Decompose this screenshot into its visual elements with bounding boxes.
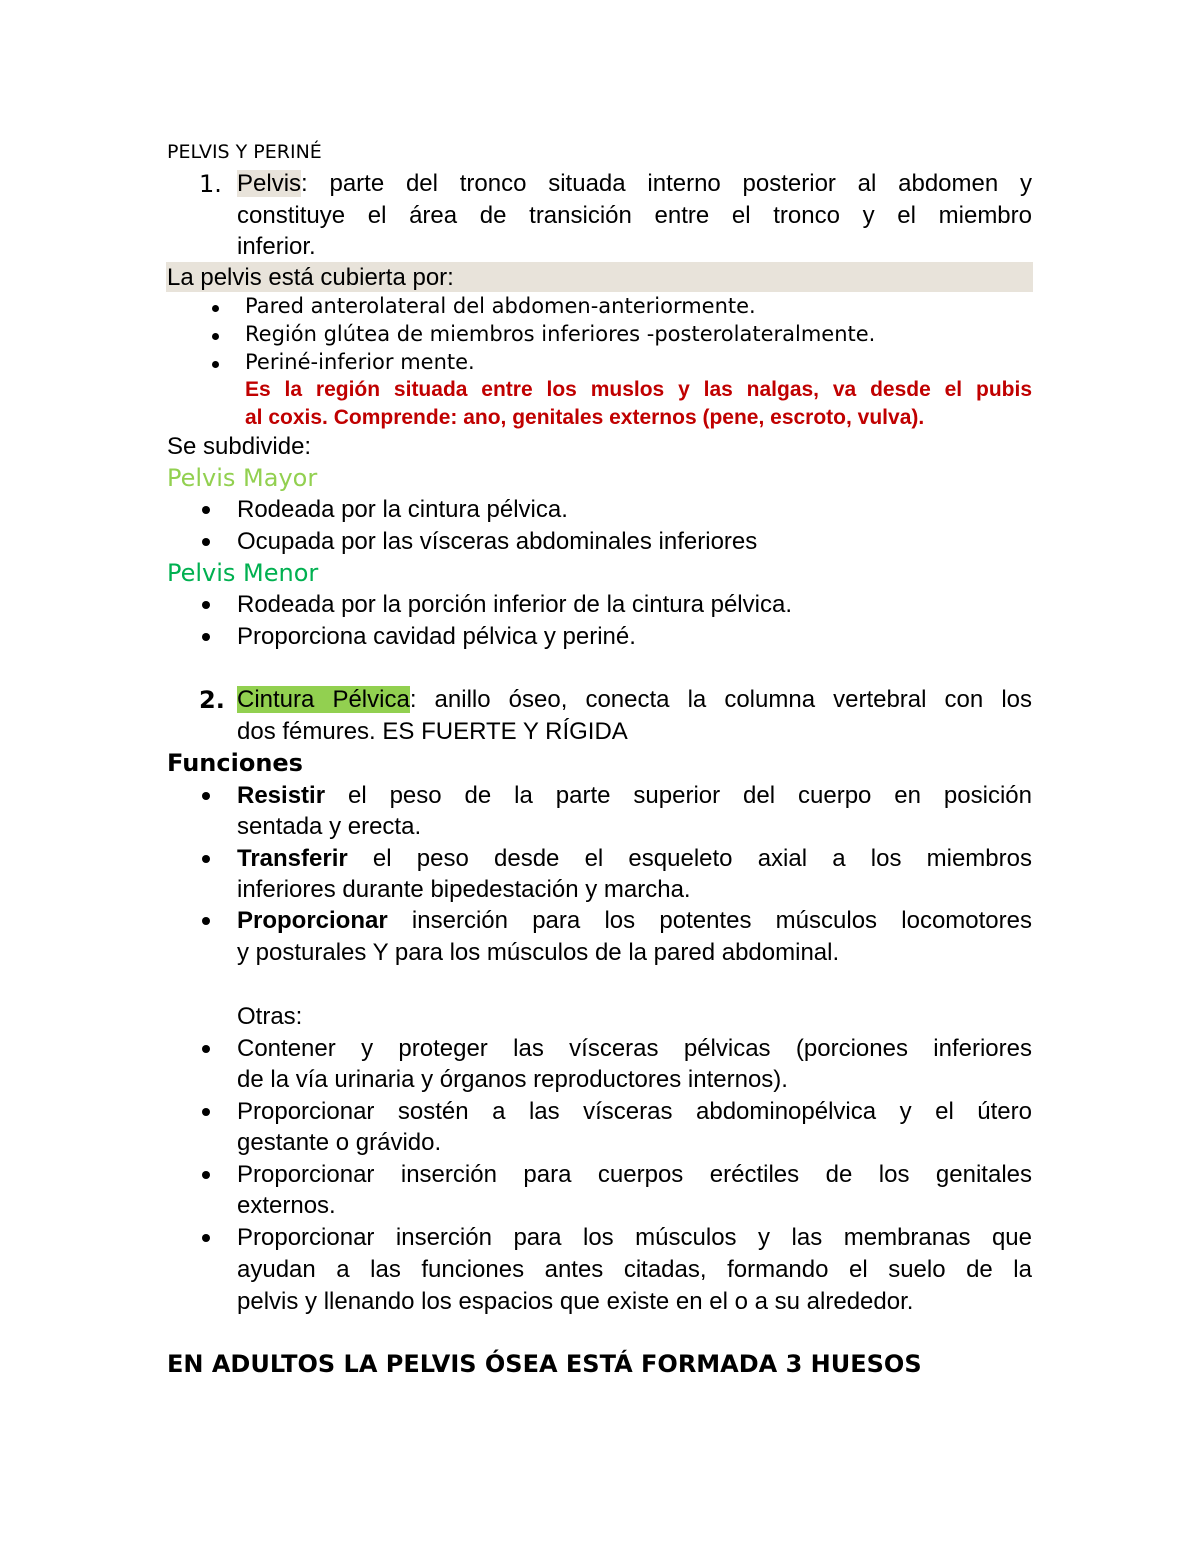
section-2-line-1: Cintura Pélvica: anillo óseo, conecta la columna vertebral con los bbox=[237, 686, 1032, 713]
otras-heading: Otras: bbox=[237, 1003, 303, 1030]
section-1-line-1: Pelvis: parte del tronco situada interno posterior al abdomen y bbox=[237, 170, 1032, 197]
funcion-line-1: Transferir el peso desde el esqueleto axial a los miembros bbox=[237, 845, 1032, 872]
section-2-number: 2. bbox=[199, 686, 225, 714]
section-2-line-2: dos fémures. ES FUERTE Y RÍGIDA bbox=[237, 718, 628, 745]
pelvis-menor-heading: Pelvis Menor bbox=[167, 559, 319, 587]
perine-note-line-2: al coxis. Comprende: ano, genitales externos (pene, escroto, vulva). bbox=[245, 406, 925, 429]
bullet-icon bbox=[202, 855, 210, 863]
funcion-line-2: inferiores durante bipedestación y marcha. bbox=[237, 876, 691, 903]
pelvis-menor-item: Rodeada por la porción inferior de la cintura pélvica. bbox=[237, 591, 792, 618]
otras-line-3: pelvis y llenando los espacios que existe en el o a su alrededor. bbox=[237, 1288, 914, 1315]
cintura-pelvica-term: Cintura Pélvica bbox=[237, 686, 410, 713]
covered-heading: La pelvis está cubierta por: bbox=[167, 264, 454, 291]
otras-line-2: ayudan a las funciones antes citadas, formando el suelo de la bbox=[237, 1256, 1032, 1283]
page-title: PELVIS Y PERINÉ bbox=[167, 141, 322, 163]
bullet-icon bbox=[202, 633, 210, 641]
bullet-icon bbox=[212, 361, 219, 368]
section-1-line-2: constituye el área de transición entre el tronco y el miembro bbox=[237, 202, 1032, 229]
bullet-icon bbox=[202, 917, 210, 925]
section-1-number: 1. bbox=[199, 170, 222, 198]
bullet-icon bbox=[212, 305, 219, 312]
otras-line-2: de la vía urinaria y órganos reproductores internos). bbox=[237, 1066, 788, 1093]
funcion-line-2: y posturales Y para los músculos de la pared abdominal. bbox=[237, 939, 840, 966]
otras-line-2: gestante o grávido. bbox=[237, 1129, 442, 1156]
funcion-line-2: sentada y erecta. bbox=[237, 813, 422, 840]
covered-item: Pared anterolateral del abdomen-anteriormente. bbox=[245, 294, 756, 318]
bullet-icon bbox=[202, 1171, 210, 1179]
bullet-icon bbox=[202, 792, 210, 800]
bullet-icon bbox=[202, 1108, 210, 1116]
bullet-icon bbox=[202, 538, 210, 546]
pelvis-mayor-item: Rodeada por la cintura pélvica. bbox=[237, 496, 568, 523]
pelvis-menor-item: Proporciona cavidad pélvica y periné. bbox=[237, 623, 636, 650]
otras-line-2: externos. bbox=[237, 1192, 336, 1219]
bullet-icon bbox=[202, 601, 210, 609]
bullet-icon bbox=[212, 333, 219, 340]
bullet-icon bbox=[202, 1234, 210, 1242]
section-1-line-3: inferior. bbox=[237, 233, 316, 260]
funciones-heading: Funciones bbox=[167, 749, 303, 777]
otras-line-1: Proporcionar sostén a las vísceras abdominopélvica y el útero bbox=[237, 1098, 1032, 1125]
subdivide-heading: Se subdivide: bbox=[167, 433, 312, 460]
bullet-icon bbox=[202, 1045, 210, 1053]
otras-line-1: Contener y proteger las vísceras pélvicas (porciones inferiores bbox=[237, 1035, 1032, 1062]
covered-item: Periné-inferior mente. bbox=[245, 350, 475, 374]
final-heading: EN ADULTOS LA PELVIS ÓSEA ESTÁ FORMADA 3 HUESOS bbox=[167, 1350, 922, 1378]
pelvis-mayor-heading: Pelvis Mayor bbox=[167, 464, 318, 492]
pelvis-term: Pelvis bbox=[237, 170, 302, 197]
funcion-line-1: Proporcionar inserción para los potentes músculos locomotores bbox=[237, 907, 1032, 934]
bullet-icon bbox=[202, 506, 210, 514]
perine-note-line-1: Es la región situada entre los muslos y las nalgas, va desde el pubis bbox=[245, 378, 1032, 401]
otras-line-1: Proporcionar inserción para cuerpos eréctiles de los genitales bbox=[237, 1161, 1032, 1188]
otras-line-1: Proporcionar inserción para los músculos y las membranas que bbox=[237, 1224, 1032, 1251]
covered-item: Región glútea de miembros inferiores -posterolateralmente. bbox=[245, 322, 876, 346]
pelvis-mayor-item: Ocupada por las vísceras abdominales inferiores bbox=[237, 528, 758, 555]
funcion-line-1: Resistir el peso de la parte superior del cuerpo en posición bbox=[237, 782, 1032, 809]
